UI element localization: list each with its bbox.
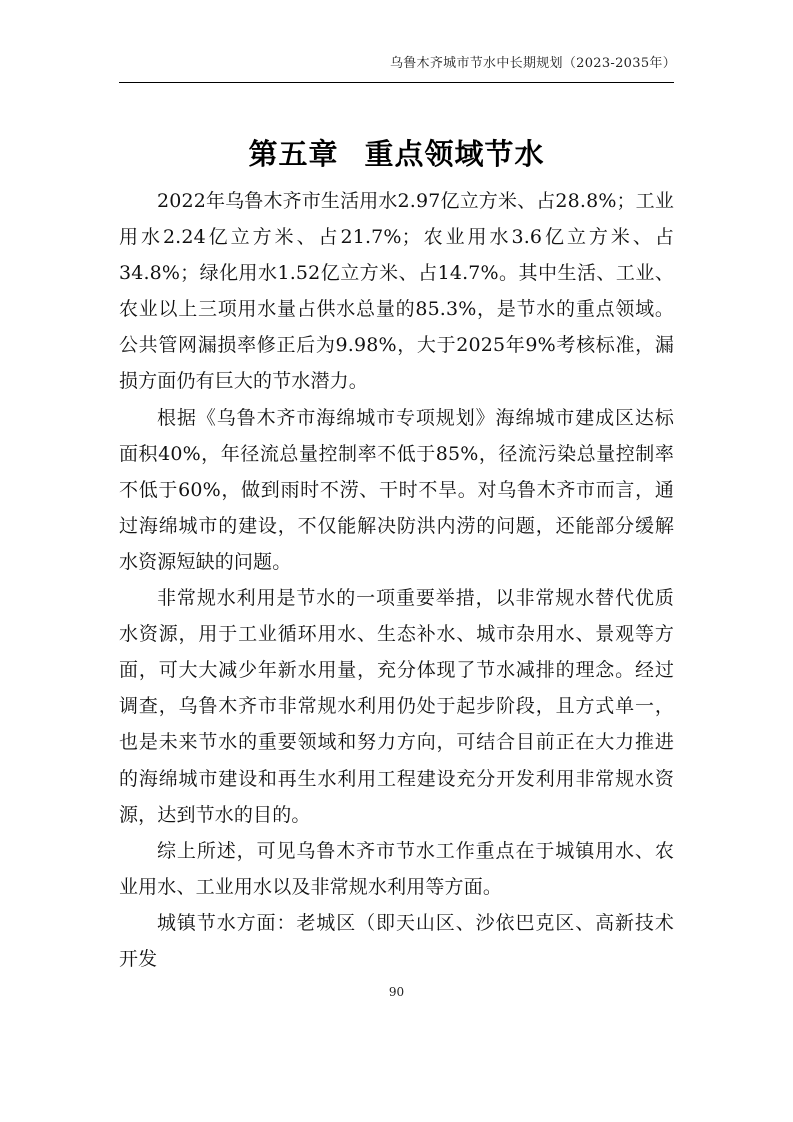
header-rule — [119, 82, 674, 83]
paragraph-urban-water-saving: 城镇节水方面：老城区（即天山区、沙依巴克区、高新技术开发 — [119, 911, 674, 970]
page-number: 90 — [388, 985, 405, 999]
body-text — [119, 183, 674, 977]
paragraph-unconventional-water: 非常规水利用是节水的一项重要举措，以非常规水替代优质水资源，用于工业循环用水、生态补水、城市杂用水、景观等方面，可大大减少年新水用量，充分体现了节水减排的理念。经过调查，乌鲁木齐市非常规水利用仍处于起步阶段，且方式单一，也是未来节水的重要领域和努力方向，可结合目前正在大力推进的海绵城市建设和再生水利用工程建设充分开发利用非常规水资源，达到节水的目的。 — [119, 587, 674, 826]
chapter-heading: 重点领域节水 — [364, 137, 545, 171]
paragraph-sponge-city: 根据《乌鲁木齐市海绵城市专项规划》海绵城市建成区达标面积40%，年径流总量控制率不低于85%，径流污染总量控制率不低于60%，做到雨时不涝、干时不旱。对乌鲁木齐市而言，通过海绵城市的建设，不仅能解决防洪内涝的问题，还能部分缓解水资源短缺的问题。 — [119, 406, 674, 573]
paragraph-summary: 综上所述，可见乌鲁木齐市节水工作重点在于城镇用水、农业用水、工业用水以及非常规水利用等方面。 — [119, 839, 674, 898]
chapter-number: 第五章 — [248, 137, 339, 171]
running-header: 乌鲁木齐城市节水中长期规划（2023-2035年） — [389, 56, 676, 71]
chapter-title — [119, 134, 674, 174]
paragraph-water-usage: 2022年乌鲁木齐市生活用水2.97亿立方米、占28.8%；工业用水2.24亿立方米、占21.7%；农业用水3.6亿立方米、占34.8%；绿化用水1.52亿立方米、占14.7%。其中生活、工业、农业以上三项用水量占供水总量的85.3%，是节水的重点领域。公共管网漏损率修正后为9.98%，大于2025年9%考核标准，漏损方面仍有巨大的节水潜力。 — [119, 190, 674, 393]
